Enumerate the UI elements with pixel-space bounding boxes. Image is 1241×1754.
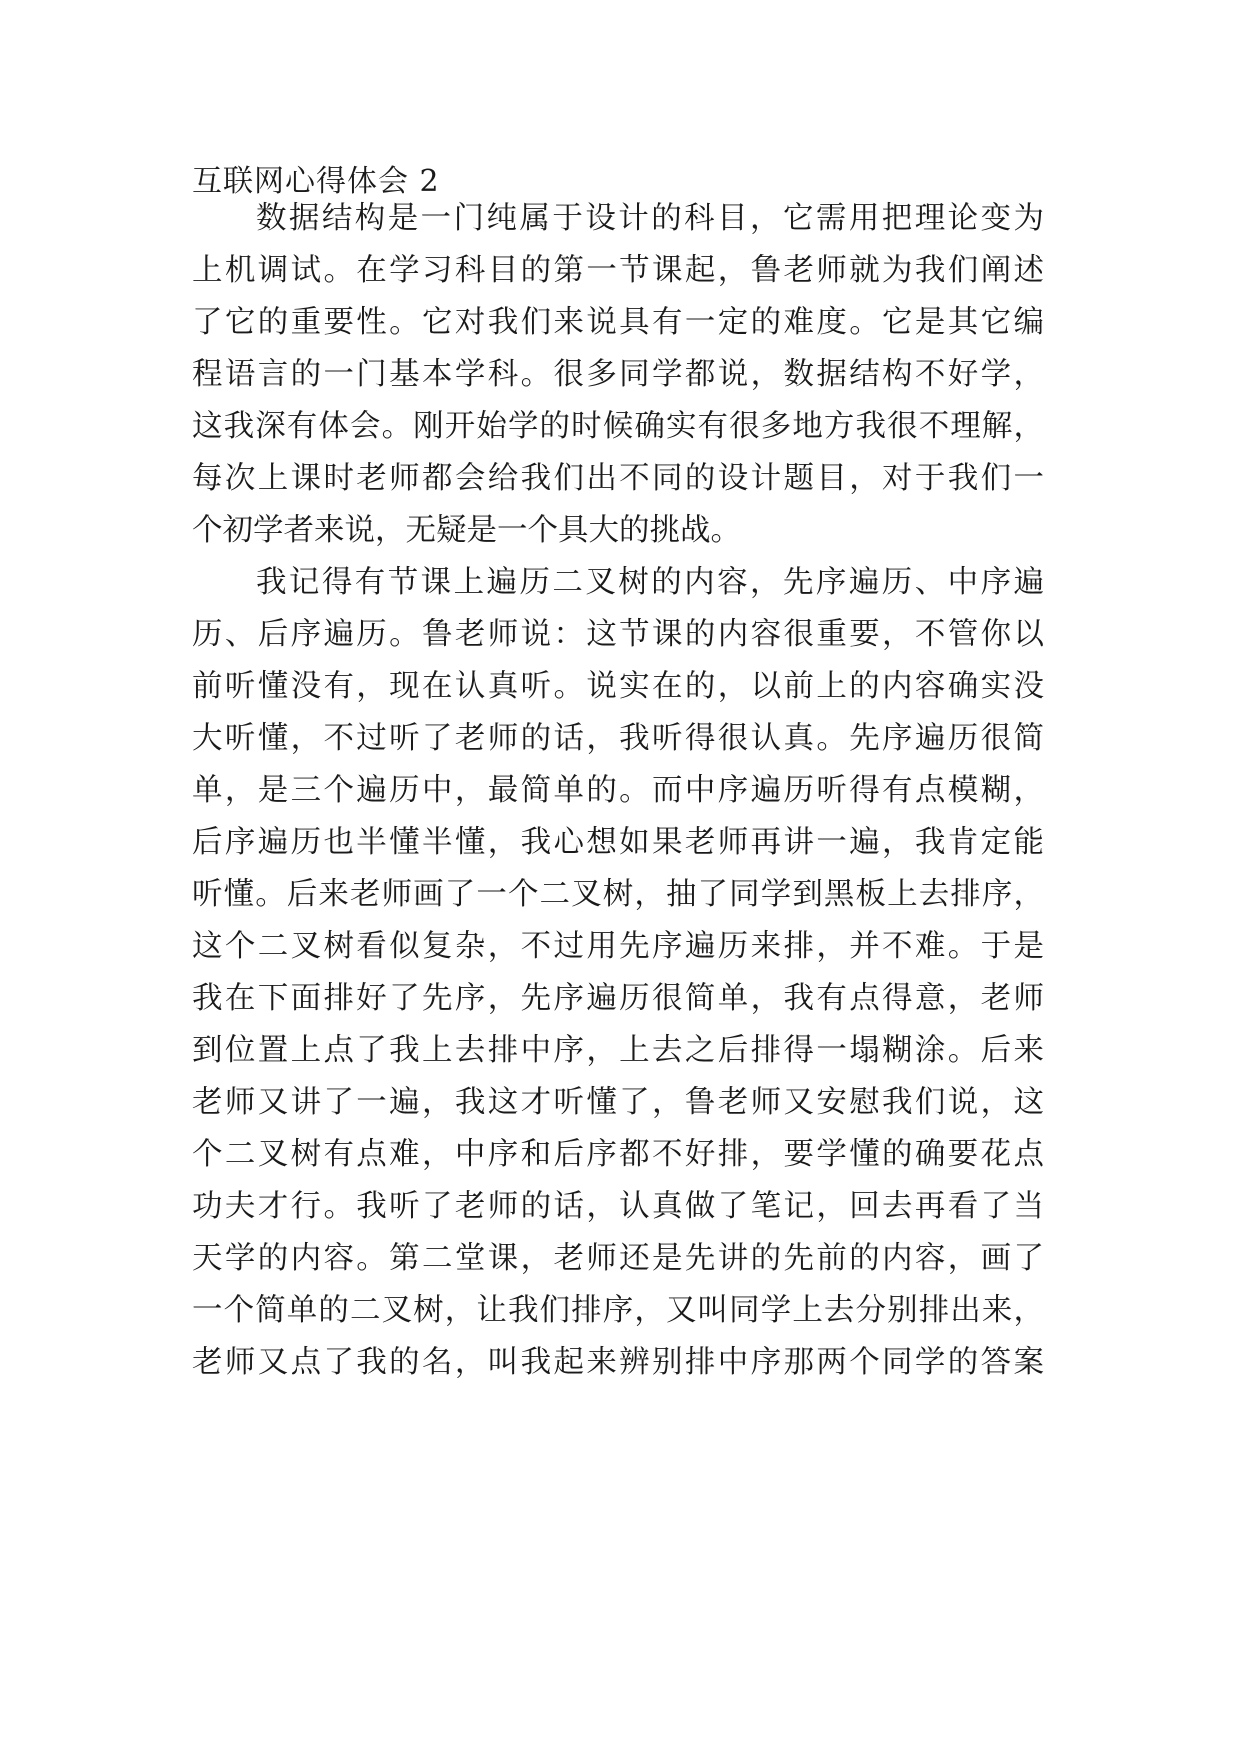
document-title: 互联网心得体会 2 [192, 164, 440, 199]
paragraph-1-line-6: 每次上课时老师都会给我们出不同的设计题目，对于我们一 [192, 461, 1044, 496]
paragraph-2-line-14: 天学的内容。第二堂课，老师还是先讲的先前的内容，画了 [192, 1241, 1044, 1276]
paragraph-2-line-11: 老师又讲了一遍，我这才听懂了，鲁老师又安慰我们说，这 [192, 1085, 1044, 1120]
paragraph-2-line-9: 我在下面排好了先序，先序遍历很简单，我有点得意，老师 [192, 981, 1044, 1016]
paragraph-2-line-10: 到位置上点了我上去排中序，上去之后排得一塌糊涂。后来 [192, 1033, 1044, 1068]
paragraph-2-line-13: 功夫才行。我听了老师的话，认真做了笔记，回去再看了当 [192, 1189, 1044, 1224]
paragraph-2-line-5: 单，是三个遍历中，最简单的。而中序遍历听得有点模糊， [192, 773, 1044, 808]
paragraph-1-line-3: 了它的重要性。它对我们来说具有一定的难度。它是其它编 [192, 305, 1044, 340]
paragraph-2-line-1: 我记得有节课上遍历二叉树的内容，先序遍历、中序遍 [256, 565, 1044, 600]
paragraph-2-line-6: 后序遍历也半懂半懂，我心想如果老师再讲一遍，我肯定能 [192, 825, 1044, 860]
paragraph-2-line-7: 听懂。后来老师画了一个二叉树，抽了同学到黑板上去排序， [192, 877, 1044, 912]
paragraph-1-line-7: 个初学者来说，无疑是一个具大的挑战。 [192, 513, 741, 548]
paragraph-2-line-4: 大听懂，不过听了老师的话，我听得很认真。先序遍历很简 [192, 721, 1044, 756]
paragraph-2-line-12: 个二叉树有点难，中序和后序都不好排，要学懂的确要花点 [192, 1137, 1044, 1172]
paragraph-2-line-8: 这个二叉树看似复杂，不过用先序遍历来排，并不难。于是 [192, 929, 1044, 964]
paragraph-2-line-3: 前听懂没有，现在认真听。说实在的，以前上的内容确实没 [192, 669, 1044, 704]
paragraph-1-line-2: 上机调试。在学习科目的第一节课起，鲁老师就为我们阐述 [192, 253, 1044, 288]
paragraph-2-line-15: 一个简单的二叉树，让我们排序，又叫同学上去分别排出来， [192, 1293, 1044, 1328]
paragraph-2-line-16: 老师又点了我的名，叫我起来辨别排中序那两个同学的答案 [192, 1345, 1044, 1380]
paragraph-1-line-4: 程语言的一门基本学科。很多同学都说，数据结构不好学， [192, 357, 1044, 392]
paragraph-2-line-2: 历、后序遍历。鲁老师说：这节课的内容很重要，不管你以 [192, 617, 1044, 652]
paragraph-1-line-5: 这我深有体会。刚开始学的时候确实有很多地方我很不理解， [192, 409, 1044, 444]
paragraph-1-line-1: 数据结构是一门纯属于设计的科目，它需用把理论变为 [256, 201, 1044, 236]
